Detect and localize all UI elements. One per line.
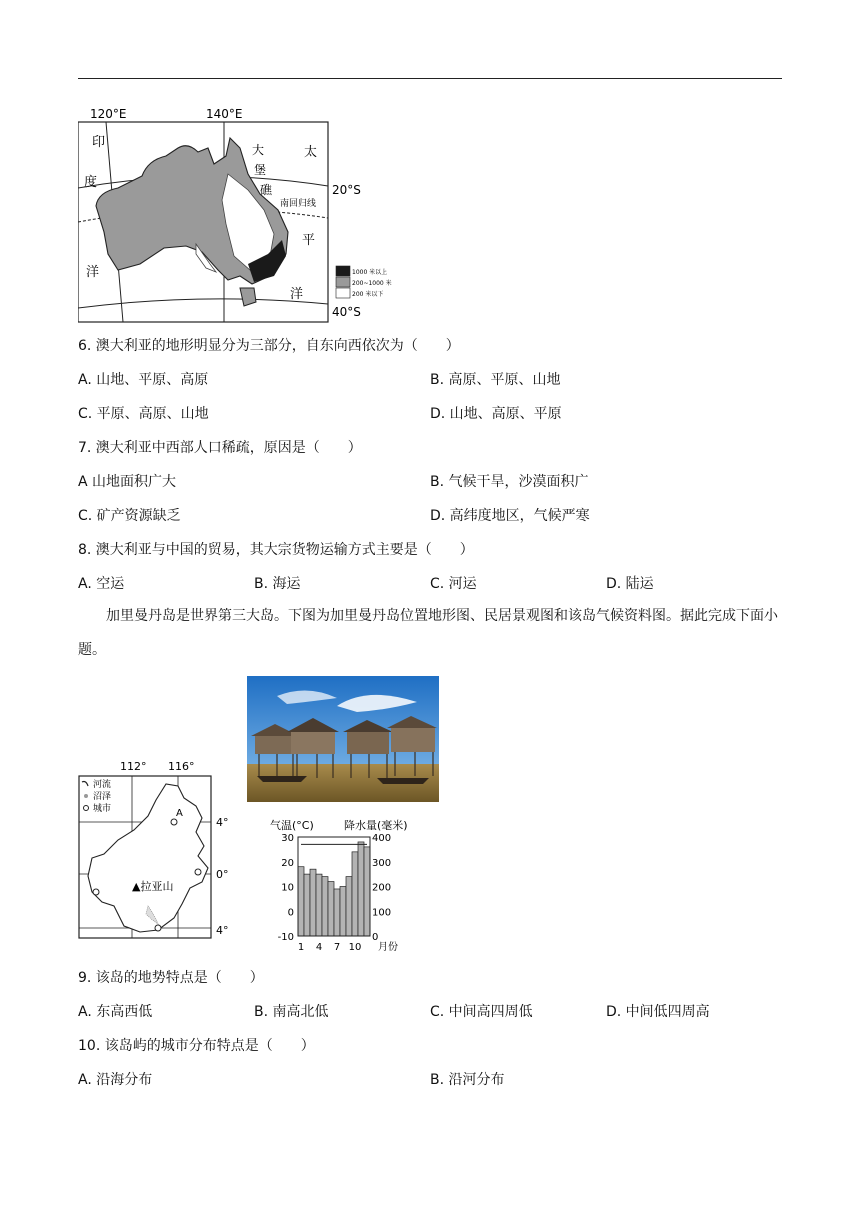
x-tick-label: 7 (333, 942, 341, 953)
mountain-label: ▲拉亚山 (132, 880, 174, 893)
x-tick-label: 1 (297, 942, 305, 953)
lat-label: 4° (216, 816, 229, 829)
ocean-label: 太 (304, 145, 318, 160)
lon-label: 140°E (206, 107, 243, 121)
header-rule (78, 78, 782, 79)
legend-label: 200~1000 米 (352, 280, 392, 287)
legend-label: 1000 米以上 (352, 269, 388, 276)
question-6-stem: 6. 澳大利亚的地形明显分为三部分，自东向西依次为（ ） (78, 338, 460, 354)
right-axis-title: 降水量(毫米) (344, 819, 408, 832)
reef-label: 礁 (260, 183, 273, 197)
question-10-stem: 10. 该岛屿的城市分布特点是（ ） (78, 1038, 315, 1054)
right-tick-label: 200 (372, 882, 392, 894)
lat-label: 40°S (332, 305, 361, 319)
q7-option-a[interactable]: A 山地面积广大 (78, 474, 177, 490)
precipitation-bar (310, 869, 316, 936)
precipitation-bar (364, 847, 370, 936)
australia-terrain-map (78, 104, 408, 326)
ocean-label: 洋 (290, 287, 304, 302)
precipitation-bar (316, 874, 322, 936)
q9-option-c[interactable]: C. 中间高四周低 (430, 1004, 533, 1020)
question-8-stem: 8. 澳大利亚与中国的贸易，其大宗货物运输方式主要是（ ） (78, 542, 474, 558)
q9-option-b[interactable]: B. 南高北低 (254, 1004, 329, 1020)
precipitation-bar (352, 852, 358, 936)
stilt-house-photo (247, 676, 439, 802)
precipitation-bar (322, 877, 328, 936)
q9-option-d[interactable]: D. 中间低四周高 (606, 1004, 710, 1020)
left-tick-label: 30 (281, 833, 294, 844)
precipitation-bar (304, 874, 310, 936)
left-tick-label: -10 (277, 932, 294, 943)
reef-label: 大 (252, 143, 265, 157)
ocean-label: 印 (92, 135, 106, 150)
left-tick-label: 10 (281, 882, 294, 894)
x-axis-label: 月份 (378, 942, 398, 953)
q7-option-b[interactable]: B. 气候干旱，沙漠面积广 (430, 474, 589, 490)
q6-option-c[interactable]: C. 平原、高原、山地 (78, 406, 209, 422)
point-label: A (176, 808, 183, 819)
q8-option-d[interactable]: D. 陆运 (606, 576, 654, 592)
lon-label: 116° (168, 760, 195, 773)
precipitation-bar (328, 882, 334, 936)
reef-label: 堡 (254, 163, 267, 177)
right-tick-label: 0 (372, 932, 379, 943)
precipitation-bar (346, 877, 352, 936)
q10-option-b[interactable]: B. 沿河分布 (430, 1072, 505, 1088)
x-tick-label: 4 (315, 942, 323, 953)
q6-option-d[interactable]: D. 山地、高原、平原 (430, 406, 562, 422)
x-tick-label: 10 (348, 942, 362, 953)
q7-option-c[interactable]: C. 矿产资源缺乏 (78, 508, 181, 524)
legend-label: 城市 (93, 804, 112, 814)
lat-label: 4° (216, 924, 229, 937)
right-tick-label: 100 (372, 907, 392, 919)
tropic-label: 南回归线 (280, 199, 317, 209)
legend-label: 沼泽 (93, 792, 112, 802)
question-9-stem: 9. 该岛的地势特点是（ ） (78, 970, 264, 986)
question-7-stem: 7. 澳大利亚中西部人口稀疏，原因是（ ） (78, 440, 362, 456)
precipitation-bar (298, 867, 304, 936)
q10-option-a[interactable]: A. 沿海分布 (78, 1072, 153, 1088)
lon-label: 120°E (90, 107, 127, 121)
precipitation-bar (334, 889, 340, 936)
ocean-label: 平 (302, 233, 316, 248)
left-axis-title: 气温(°C) (270, 819, 314, 832)
lat-label: 0° (216, 868, 229, 881)
right-tick-label: 400 (372, 833, 392, 844)
right-tick-label: 300 (372, 857, 392, 869)
ocean-label: 洋 (86, 265, 100, 280)
q8-option-c[interactable]: C. 河运 (430, 576, 477, 592)
q6-option-b[interactable]: B. 高原、平原、山地 (430, 372, 561, 388)
q7-option-d[interactable]: D. 高纬度地区，气候严寒 (430, 508, 590, 524)
precipitation-bar (340, 887, 346, 937)
legend-label: 200 米以下 (352, 291, 384, 298)
q8-option-b[interactable]: B. 海运 (254, 576, 301, 592)
lat-label: 20°S (332, 183, 361, 197)
legend-label: 河流 (93, 780, 112, 790)
left-tick-label: 0 (287, 907, 294, 919)
borneo-location-map (78, 756, 238, 942)
q6-option-a[interactable]: A. 山地、平原、高原 (78, 372, 209, 388)
lon-label: 112° (120, 760, 147, 773)
intro-paragraph: 加里曼丹岛是世界第三大岛。下图为加里曼丹岛位置地形图、民居景观图和该岛气候资料图。据此完成下面小题。 (78, 608, 778, 658)
ocean-label: 度 (84, 175, 98, 190)
q8-option-a[interactable]: A. 空运 (78, 576, 125, 592)
left-tick-label: 20 (281, 857, 294, 869)
precipitation-bar (358, 842, 364, 936)
climate-chart (264, 815, 424, 955)
q9-option-a[interactable]: A. 东高西低 (78, 1004, 153, 1020)
